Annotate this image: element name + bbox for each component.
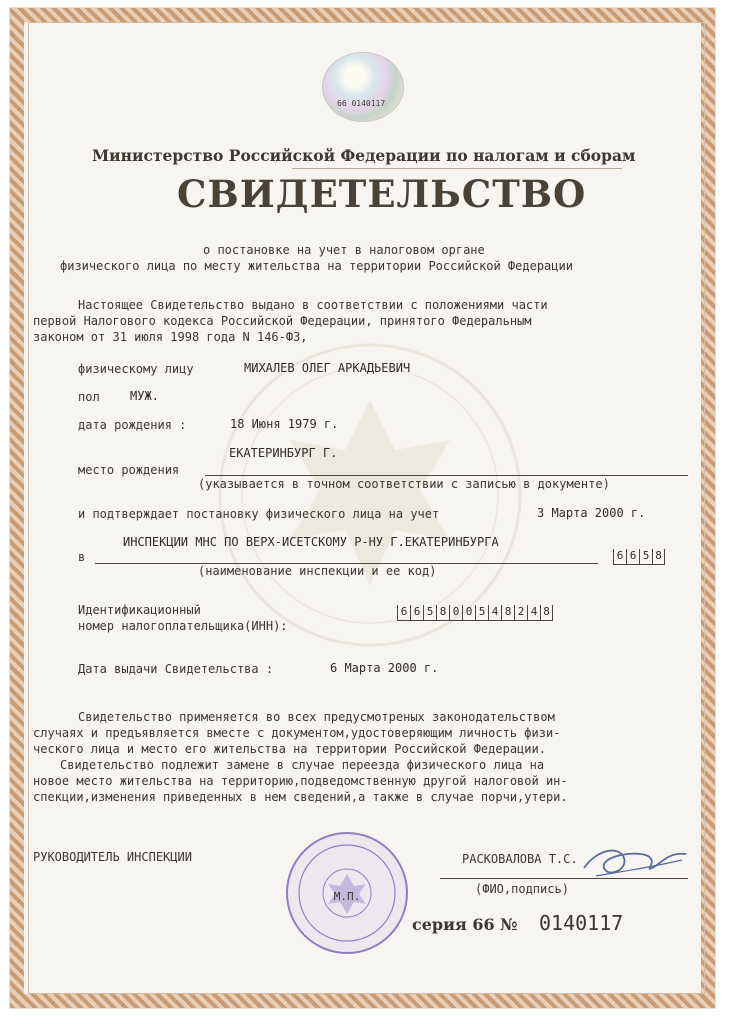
rules-line-3: ческого лица и место его жительства на территории Российской Федерации. (33, 742, 546, 756)
certificate-number: 0140117 (539, 911, 624, 935)
intro-line-3: законом от 31 июля 1998 года N 146-ФЗ, (33, 330, 308, 344)
issue-date-label: Дата выдачи Свидетельства : (78, 662, 274, 676)
code-digit: 6 (626, 549, 639, 565)
person-name: МИХАЛЕВ ОЛЕГ АРКАДЬЕВИЧ (244, 361, 411, 375)
inn-digit: 5 (475, 605, 488, 621)
inspection-note: (наименование инспекции и ее код) (198, 564, 437, 578)
issue-date: 6 Марта 2000 г. (330, 661, 439, 675)
name-label: физическому лицу (78, 362, 194, 376)
stamp-mp: М.П. (333, 890, 361, 903)
inn-digit: 4 (488, 605, 501, 621)
rules-line-4: Свидетельство подлежит замене в случае переезда физического лица на (60, 758, 545, 772)
dob-label: дата рождения : (78, 418, 187, 432)
inn-label-line-1: Идентификационный (78, 603, 201, 617)
birthplace-note: (указывается в точном соответствии с записью в документе) (198, 477, 610, 491)
person-sex: МУЖ. (130, 389, 159, 403)
subtitle-line-1: о постановке на учет в налоговом органе (203, 243, 485, 257)
inn-digit: 0 (462, 605, 475, 621)
code-digit: 5 (639, 549, 652, 565)
code-digit: 6 (613, 549, 626, 565)
birthplace-line (205, 475, 688, 476)
inspection-prefix: в (78, 550, 86, 564)
inn-digit: 6 (397, 605, 410, 621)
ministry-name: Министерство Российской Федерации по налогам и сборам (92, 146, 636, 165)
signature-note: (ФИО,подпись) (475, 882, 569, 896)
rules-line-6: спекции,изменения приведенных в нем сведений,а также в случае порчи,утери. (33, 790, 568, 804)
person-dob: 18 Июня 1979 г. (230, 417, 339, 431)
rules-line-2: случаях и предъявляется вместе с документом,удостоверяющим личность физи- (33, 726, 561, 740)
ministry-underline (292, 168, 622, 169)
registration-date: 3 Марта 2000 г. (537, 506, 646, 520)
inn-digit: 2 (514, 605, 527, 621)
head-of-inspection-label: РУКОВОДИТЕЛЬ ИНСПЕКЦИИ (33, 850, 192, 864)
hologram-serial: 66 0140117 (337, 99, 386, 108)
inn-digit: 0 (449, 605, 462, 621)
signature-line (440, 878, 688, 879)
inspection-name: ИНСПЕКЦИИ МНС ПО ВЕРХ-ИСЕТСКОМУ Р-НУ Г.ЕКАТЕРИНБУРГА (123, 535, 499, 549)
rules-line-1: Свидетельство применяется во всех предусмотреных законодательством (78, 710, 555, 724)
inn-digit: 8 (501, 605, 514, 621)
subtitle-line-2: физического лица по месту жительства на территории Российской Федерации (60, 259, 573, 273)
inn-digit: 4 (527, 605, 540, 621)
hologram-seal (322, 52, 404, 122)
inn-digit: 5 (423, 605, 436, 621)
inn-digit: 8 (540, 605, 553, 621)
inn-label-line-2: номер налогоплательщика(ИНН): (78, 619, 288, 633)
registration-text: и подтверждает постановку физического лица на учет (78, 507, 440, 521)
inn-digit: 8 (436, 605, 449, 621)
inn-digit: 6 (410, 605, 423, 621)
official-stamp-icon (282, 830, 412, 956)
birthplace-label: место рождения (78, 463, 180, 477)
series-label: серия 66 № (412, 915, 518, 934)
inspection-code-boxes (613, 549, 665, 565)
inn-digit-boxes (397, 605, 553, 621)
code-digit: 8 (652, 549, 665, 565)
document-title: СВИДЕТЕЛЬСТВО (177, 172, 587, 216)
rules-line-5: новое место жительства на территорию,подведомственную другой налоговой ин- (33, 774, 568, 788)
intro-line-1: Настоящее Свидетельство выдано в соответствии с положениями части (78, 298, 548, 312)
sex-label: пол (78, 390, 100, 404)
birthplace-value: ЕКАТЕРИНБУРГ Г. (229, 446, 338, 460)
signer-name: РАСКОВАЛОВА Т.С. (462, 852, 578, 866)
intro-line-2: первой Налогового кодекса Российской Федерации, принятого Федеральным (33, 314, 532, 328)
